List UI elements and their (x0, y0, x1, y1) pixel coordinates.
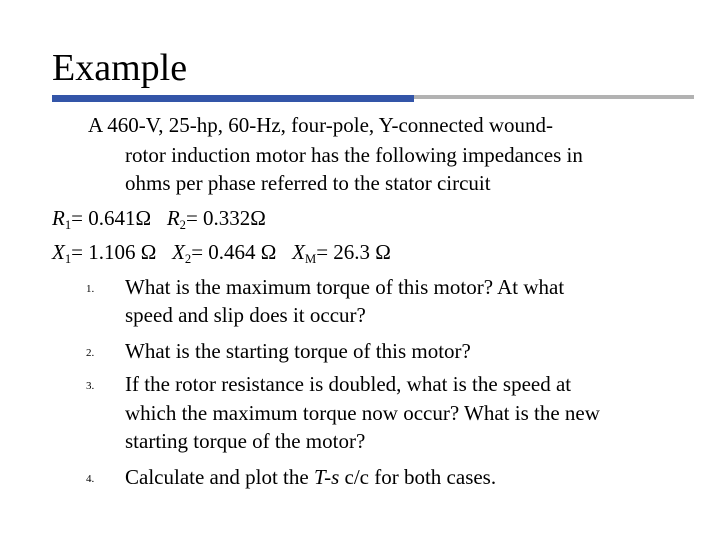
question-4-text-post: c/c for both cases. (339, 465, 497, 489)
question-4-text-ital: T-s (313, 465, 340, 489)
intro-line-1: A 460-V, 25-hp, 60-Hz, four-pole, Y-connected wound- (88, 113, 553, 137)
x2-subscript: 2 (184, 252, 192, 266)
slide-title: Example (52, 47, 188, 89)
x2-symbol: X (172, 240, 185, 264)
xm-value: = 26.3 Ω (316, 240, 391, 264)
question-3-line-1: If the rotor resistance is doubled, what is the speed at (125, 372, 572, 396)
xm-subscript: M (304, 252, 317, 266)
title-accent-bar (52, 95, 414, 102)
question-4-text-pre: Calculate and plot the (125, 465, 314, 489)
x1-symbol: X (52, 240, 65, 264)
question-3-line-2: which the maximum torque now occur? What is the new (125, 401, 600, 425)
question-2-line-1: What is the starting torque of this motor? (125, 339, 471, 363)
r2-symbol: R (166, 206, 180, 230)
xm-symbol: X (292, 240, 305, 264)
question-3-line-3: starting torque of the motor? (125, 429, 366, 453)
x1-value: = 1.106 Ω (71, 240, 157, 264)
question-1-line-2: speed and slip does it occur? (125, 303, 366, 327)
r1-value: = 0.641Ω (71, 206, 152, 230)
intro-line-3: ohms per phase referred to the stator circuit (125, 171, 491, 195)
question-4-number: 4. (86, 473, 95, 485)
question-1-line-1: What is the maximum torque of this motor? At what (125, 275, 565, 299)
question-4-line-1 (125, 465, 496, 489)
resistance-line (52, 206, 266, 230)
intro-line-2: rotor induction motor has the following impedances in (125, 143, 583, 167)
r2-subscript: 2 (179, 218, 186, 232)
reactance-line (52, 240, 391, 264)
question-1-number: 1. (86, 283, 95, 295)
r1-subscript: 1 (64, 218, 72, 232)
question-2-number: 2. (86, 347, 95, 359)
question-3-number: 3. (86, 380, 95, 392)
x1-subscript: 1 (64, 252, 72, 266)
r2-value: = 0.332Ω (185, 206, 266, 230)
r1-symbol: R (52, 206, 65, 230)
x2-value: = 0.464 Ω (191, 240, 277, 264)
